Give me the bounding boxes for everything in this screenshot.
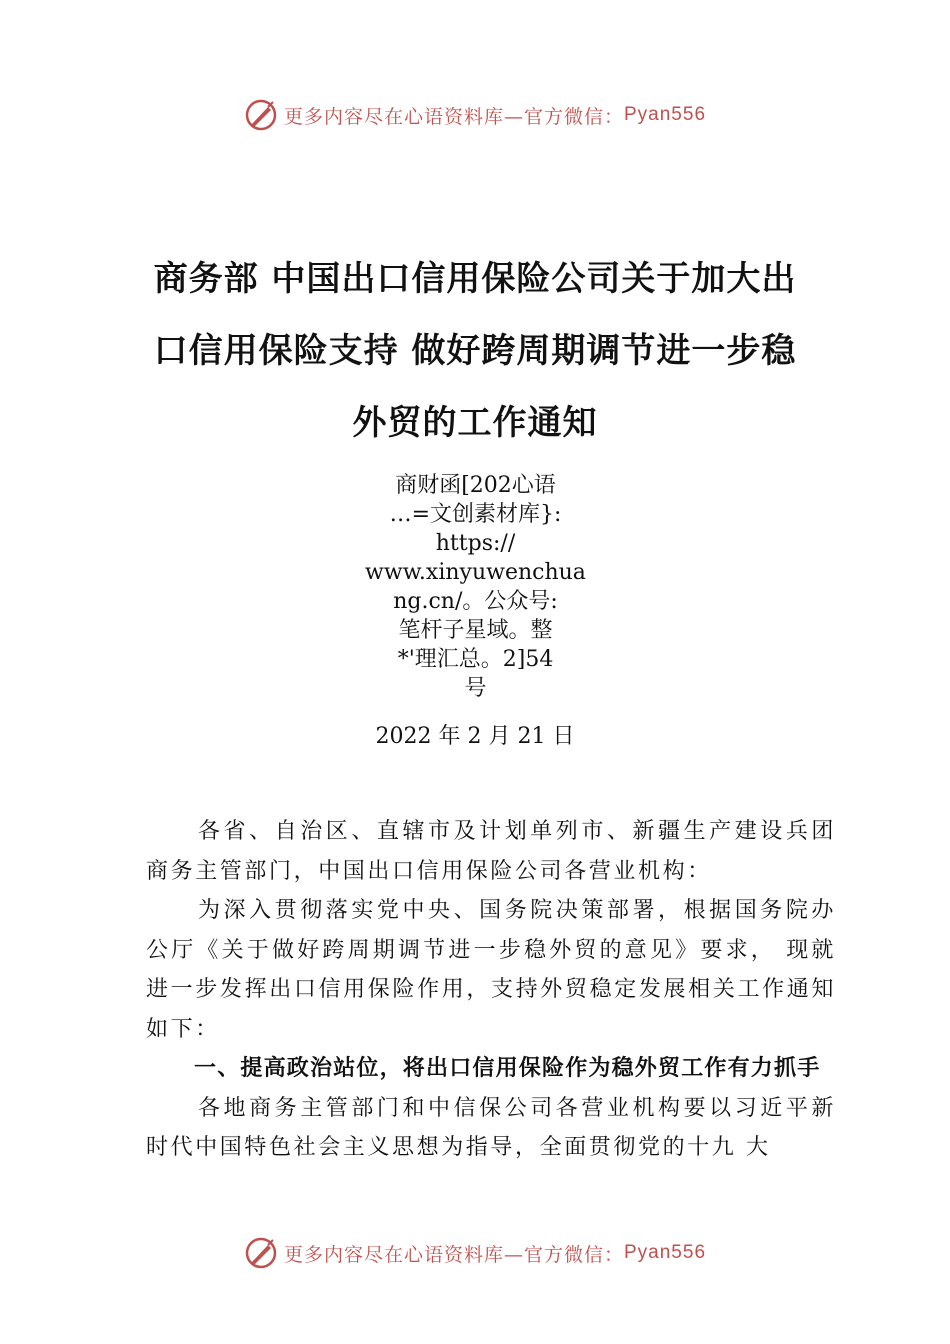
pen-circle-logo-icon [244, 98, 278, 132]
title-line: 商务部 中国出口信用保险公司关于加大出 [153, 259, 797, 299]
title-line: 口信用保险支持 做好跨周期调节进一步稳 [153, 331, 797, 371]
watermark-account: Pyan556 [624, 104, 707, 125]
watermark-tagline: 更多内容尽在心语资料库—官方微信： [283, 1243, 624, 1266]
watermark-tagline: 更多内容尽在心语资料库—官方微信： [283, 105, 624, 128]
title-line: 外贸的工作通知 [352, 403, 598, 443]
document-body [146, 812, 836, 1168]
body-paragraph: 为深入贯彻落实党中央、国务院决策部署，根据国务院办公厅《关于做好跨周期调节进一步稳外贸的意见》要求， 现就进一步发挥出口信用保险作用，支持外贸稳定发展相关工作通知如下： [146, 898, 836, 1042]
body-paragraph: 各地商务主管部门和中信保公司各营业机构要以习近平新时代中国特色社会主义思想为指导，全面贯彻党的十九 大 [146, 1095, 836, 1160]
document-date: 2022 年 2 月 21 日 [375, 724, 575, 749]
salutation-paragraph: 各省、自治区、直辖市及计划单列市、新疆生产建设兵团商务主管部门，中国出口信用保险公司各营业机构： [146, 819, 836, 884]
watermark-banner-top [0, 95, 950, 135]
document-title [140, 243, 810, 459]
document-number: 商财函[202心语 …=文创素材库}: https:// www.xinyuwenchua ng.cn/。公众号: 笔杆子星域。整 *'理汇总。2]54 号 [365, 473, 586, 701]
section-heading: 一、提高政治站位，将出口信用保险作为稳外贸工作有力抓手 [194, 1056, 821, 1081]
watermark-account: Pyan556 [624, 1242, 707, 1263]
pen-circle-logo-icon [244, 1236, 278, 1270]
watermark-banner-bottom [0, 1233, 950, 1273]
